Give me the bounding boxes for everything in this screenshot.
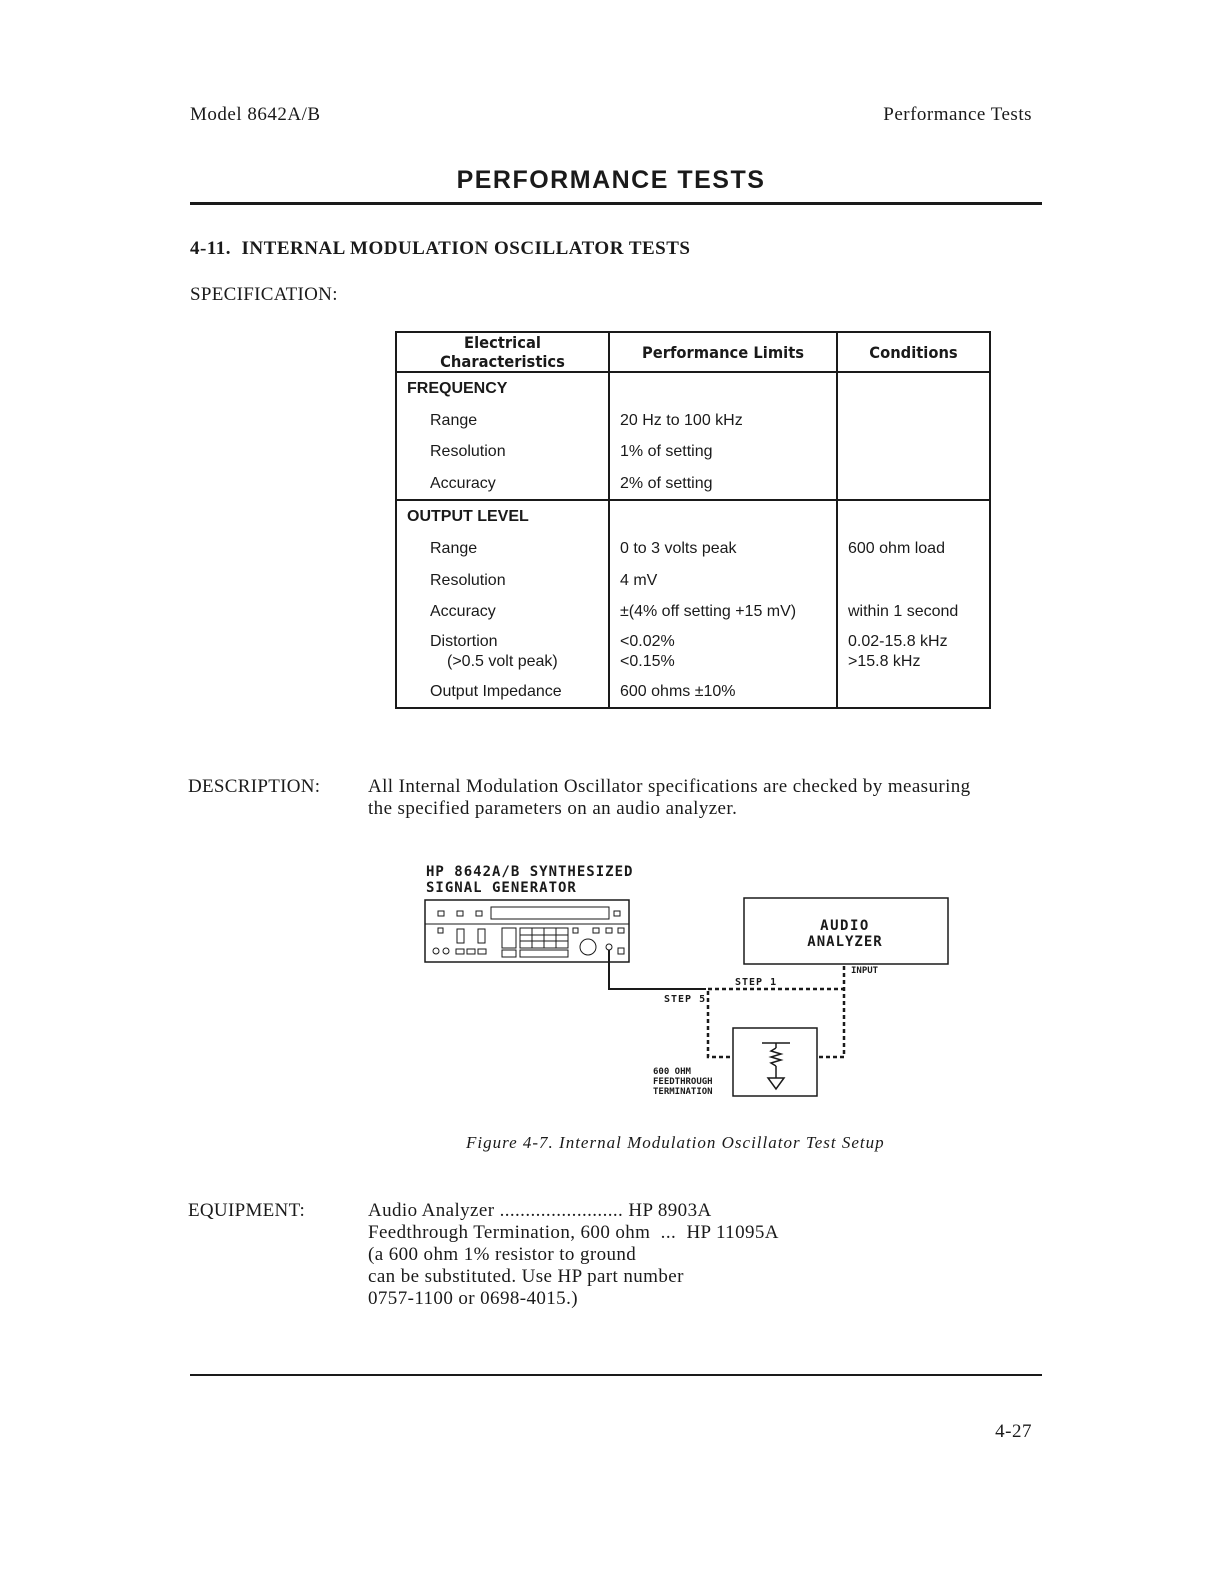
section-title: INTERNAL MODULATION OSCILLATOR TESTS bbox=[241, 238, 691, 259]
frequency-heading: FREQUENCY bbox=[407, 380, 508, 397]
table-header: Electrical Characteristics bbox=[405, 332, 601, 372]
output-range-label: Range bbox=[430, 539, 478, 557]
equipment-note: 0757-1100 or 0698-4015.) bbox=[368, 1288, 578, 1309]
termination-label: TERMINATION bbox=[653, 1087, 713, 1097]
description-label: DESCRIPTION: bbox=[188, 776, 321, 797]
figure-caption: Figure 4-7. Internal Modulation Oscillator Test Setup bbox=[466, 1133, 885, 1152]
frequency-range-label: Range bbox=[430, 411, 478, 429]
table-header: Performance Limits bbox=[618, 332, 828, 372]
equipment-model: HP 8903A bbox=[628, 1200, 712, 1221]
distortion-condition: 0.02-15.8 kHz bbox=[848, 632, 948, 650]
analyzer-label: ANALYZER bbox=[807, 934, 883, 950]
feedthrough-termination-icon bbox=[733, 1028, 817, 1096]
section-number: 4-11. bbox=[190, 238, 232, 259]
impedance-label: Output Impedance bbox=[430, 682, 562, 700]
equipment-model: HP 11095A bbox=[686, 1222, 779, 1243]
frequency-accuracy-limit: 2% of setting bbox=[620, 474, 713, 492]
frequency-resolution-label: Resolution bbox=[430, 443, 506, 461]
generator-label: SIGNAL GENERATOR bbox=[426, 880, 577, 896]
generator-label: HP 8642A/B SYNTHESIZED bbox=[426, 864, 634, 880]
output-resolution-label: Resolution bbox=[430, 571, 506, 589]
output-range-limit: 0 to 3 volts peak bbox=[620, 539, 737, 557]
analyzer-label: AUDIO bbox=[820, 918, 870, 934]
equipment-note: (a 600 ohm 1% resistor to ground bbox=[368, 1244, 637, 1265]
generator-output-cable bbox=[609, 950, 706, 989]
output-resolution-limit: 4 mV bbox=[620, 571, 658, 589]
termination-label: FEEDTHROUGH bbox=[653, 1077, 713, 1087]
table-header: Conditions bbox=[843, 332, 984, 372]
step1-label: STEP 1 bbox=[735, 977, 778, 988]
equipment-leader: ........................ bbox=[494, 1200, 629, 1221]
specification-label: SPECIFICATION: bbox=[190, 284, 338, 305]
description-line: the specified parameters on an audio analyzer. bbox=[368, 798, 738, 819]
impedance-limit: 600 ohms ±10% bbox=[620, 682, 736, 700]
equipment-item bbox=[368, 1200, 779, 1222]
description-line: All Internal Modulation Oscillator specifications are checked by measuring bbox=[368, 776, 971, 797]
equipment-leader: ... bbox=[650, 1222, 687, 1243]
header-model: Model 8642A/B bbox=[190, 104, 321, 125]
header-section: Performance Tests bbox=[883, 104, 1032, 125]
page-title: PERFORMANCE TESTS bbox=[456, 166, 766, 194]
output-accuracy-condition: within 1 second bbox=[848, 603, 959, 621]
distortion-limit: <0.02% bbox=[620, 632, 675, 650]
distortion-label: Distortion bbox=[430, 632, 498, 650]
equipment-note: can be substituted. Use HP part number bbox=[368, 1266, 684, 1287]
equipment-label: EQUIPMENT: bbox=[188, 1200, 306, 1221]
equipment-name: Audio Analyzer bbox=[368, 1200, 495, 1221]
output-accuracy-label: Accuracy bbox=[430, 603, 496, 621]
footer-rule bbox=[190, 1374, 1042, 1376]
frequency-accuracy-label: Accuracy bbox=[430, 474, 496, 492]
output-accuracy-limit: ±(4% off setting +15 mV) bbox=[620, 603, 797, 621]
equipment-name: Feedthrough Termination, 600 ohm bbox=[368, 1222, 651, 1243]
distortion-sublabel: (>0.5 volt peak) bbox=[447, 652, 558, 670]
analyzer-input-connection bbox=[818, 966, 844, 1057]
page-number: 4-27 bbox=[995, 1421, 1032, 1442]
signal-generator-icon bbox=[425, 900, 629, 962]
frequency-range-limit: 20 Hz to 100 kHz bbox=[620, 411, 743, 429]
frequency-resolution-limit: 1% of setting bbox=[620, 443, 713, 461]
distortion-condition: >15.8 kHz bbox=[848, 652, 921, 670]
step5-connection bbox=[708, 991, 733, 1057]
output-range-condition: 600 ohm load bbox=[848, 539, 945, 557]
termination-label: 600 OHM bbox=[653, 1067, 691, 1077]
step5-label: STEP 5 bbox=[664, 994, 707, 1005]
output-level-heading: OUTPUT LEVEL bbox=[407, 508, 529, 526]
input-label: INPUT bbox=[851, 966, 879, 976]
equipment-list bbox=[368, 1200, 779, 1310]
distortion-limit: <0.15% bbox=[620, 652, 675, 670]
equipment-item bbox=[368, 1222, 779, 1244]
